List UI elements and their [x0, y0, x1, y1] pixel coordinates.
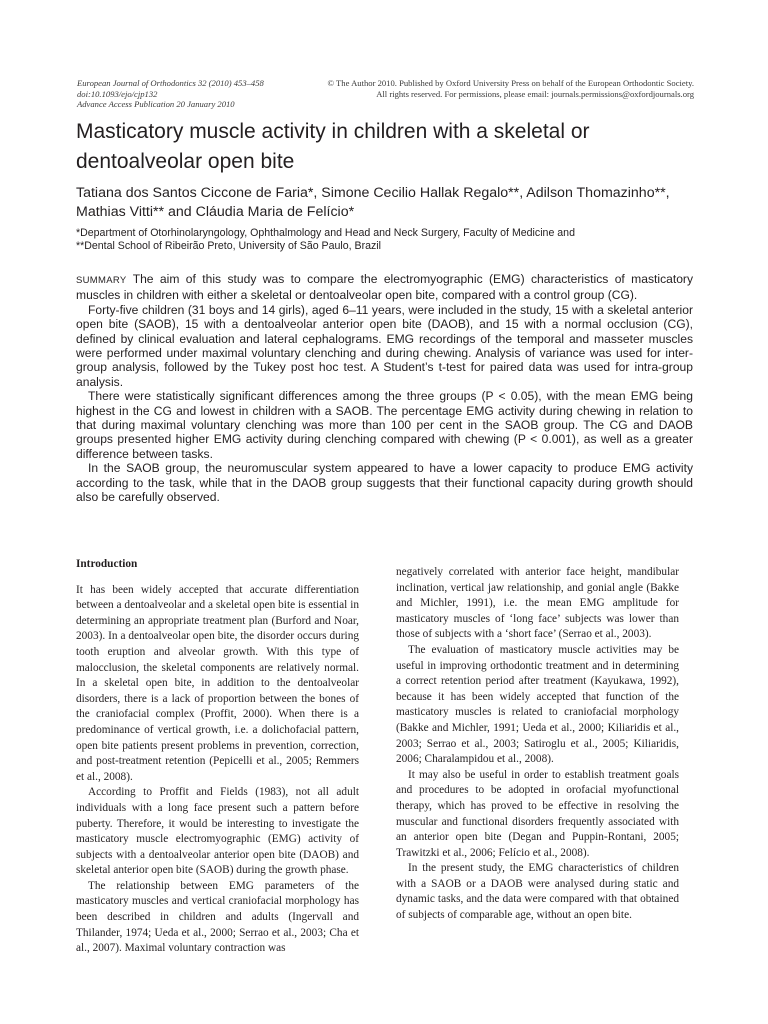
article-title: Masticatory muscle activity in children with a skeletal or dentoalveolar open bite: [76, 120, 590, 173]
affiliations: [76, 227, 716, 253]
abstract-paragraph: Forty-five children (31 boys and 14 girls), aged 6–11 years, were included in the study, 15 with a skeletal anterior open bite (SAOB), 15 with a dentoalveolar anterior open bite (DAOB), and 15 with a normal occlusion (CG), defined by clinical evaluation and lateral cephalograms. EMG recordings of the temporal and masseter muscles were performed under maximal voluntary clenching and during chewing. Analysis of variance was used for inter-group analysis, followed by the Tukey post hoc test. A Student’s t-test for paired data was used for intra-group analysis.: [76, 302, 693, 389]
affiliation-line: **Dental School of Ribeirão Preto, University of São Paulo, Brazil: [76, 240, 382, 252]
body-paragraph: The relationship between EMG parameters of the masticatory muscles and vertical craniofacial morphology has been described in children and adults (Ingervall and Thilander, 1974; Ueda et al., 2000; Serrao et al., 2003; Cha et al., 2007). Maximal voluntary contraction was: [76, 879, 359, 955]
abstract-paragraph: There were statistically significant differences among the three groups (P < 0.05), with the mean EMG being highest in the CG and lowest in children with a SAOB. The percentage EMG activity during chewing in relation to that during maximal voluntary clenching was more than 100 per cent in the SAOB group. The CG and DAOB groups presented higher EMG activity during clenching compared with chewing (P < 0.001), as well as a greater difference between tasks.: [76, 389, 693, 461]
body-paragraph: The evaluation of masticatory muscle activities may be useful in improving orthodontic treatment and in determining a correct retention period after treatment (Kayukawa, 1992), because it has been widely accepted that function of the masticatory muscles is related to craniofacial morphology (Bakke and Michler, 1991; Ueda et al., 2000; Kiliaridis et al., 2003; Serrao et al., 2003; Satiroglu et al., 2005; Kiliaridis, 2006; Charalampidou et al., 2008).: [396, 643, 679, 766]
body-paragraph: According to Proffit and Fields (1983), not all adult individuals with a long face present such a pattern before puberty. Therefore, it would be interesting to investigate the masticatory muscle electromyographic (EMG) activity of subjects with a dentoalveolar anterior open bite (DAOB) and skeletal anterior open bite (SAOB) during the growth phase.: [76, 786, 359, 877]
body-paragraph: It has been widely accepted that accurate differentiation between a dentoalveolar and a skeletal open bite is essential in determining an appropriate treatment plan (Burford and Noar, 2003). In a dentoalveolar open bite, the disorder occurs during tooth eruption and alveolar growth. With this type of malocclusion, the skeletal components are relatively normal. In a skeletal open bite, in addition to the dentoalveolar disorders, there is a lack of proportion between the bones of the craniofacial complex (Proffit, 2000). When there is a predominance of vertical growth, i.e. a dolichofacial pattern, open bite patients present problems in prevention, correction, and post-treatment retention (Pepicelli et al., 2005; Remmers et al., 2008).: [76, 583, 359, 783]
body-column-left: [76, 557, 359, 957]
author-list: Tatiana dos Santos Ciccone de Faria*, Simone Cecilio Hallak Regalo**, Adilson Thomazinho**, Mathias Vitti** and Cláudia Maria de Felício*: [76, 185, 670, 220]
journal-line: European Journal of Orthodontics 32 (2010) 453–458: [77, 78, 264, 88]
abstract-text: The aim of this study was to compare the electromyographic (EMG) characteristics of masticatory muscles in children with either a skeletal or dentoalveolar open bite, compared with a control group (CG).: [76, 272, 693, 303]
body-paragraph: negatively correlated with anterior face height, mandibular inclination, vertical jaw relationship, and gonial angle (Bakke and Michler, 1991), i.e. the mean EMG amplitude for masticatory muscles of ‘long face’ subjects was lower than those of subjects with a ‘short face’ (Serrao et al., 2003).: [396, 566, 679, 641]
body-paragraph: In the present study, the EMG characteristics of children with a SAOB or a DAOB were analysed during static and dynamic tasks, and the data were compared with that obtained of subjects of comparable age, without an open bite.: [396, 862, 679, 922]
abstract: [76, 272, 693, 505]
copyright-line: © The Author 2010. Published by Oxford University Press on behalf of the European Orthodontic Society.: [327, 78, 694, 88]
body-column-right: [396, 565, 679, 924]
abstract-label: SUMMARY: [76, 275, 127, 286]
abstract-paragraph: [76, 272, 693, 303]
publication-date-line: Advance Access Publication 20 January 2010: [77, 99, 235, 110]
copyright-notice: [294, 78, 694, 99]
abstract-paragraph: In the SAOB group, the neuromuscular system appeared to have a lower capacity to produce EMG activity according to the task, while that in the DAOB group suggests that their functional capacity during growth should also be carefully observed.: [76, 461, 693, 505]
section-heading-introduction: Introduction: [76, 558, 138, 570]
affiliation-line: *Department of Otorhinolaryngology, Ophthalmology and Head and Neck Surgery, Faculty of Medicine and: [76, 227, 575, 239]
doi-line[interactable]: doi:10.1093/ejo/cjp132: [77, 88, 158, 99]
body-paragraph: It may also be useful in order to establish treatment goals and procedures to be adopted in orofacial myofunctional therapy, which has proved to be effective in resolving the muscular and functional disorders frequently associated with an anterior open bite (Degan and Puppin-Rontani, 2005; Trawitzki et al., 2006; Felício et al., 2008).: [396, 768, 679, 859]
permissions-line: All rights reserved. For permissions, please email: journals.permissions@oxfordjournals.org: [376, 88, 694, 99]
